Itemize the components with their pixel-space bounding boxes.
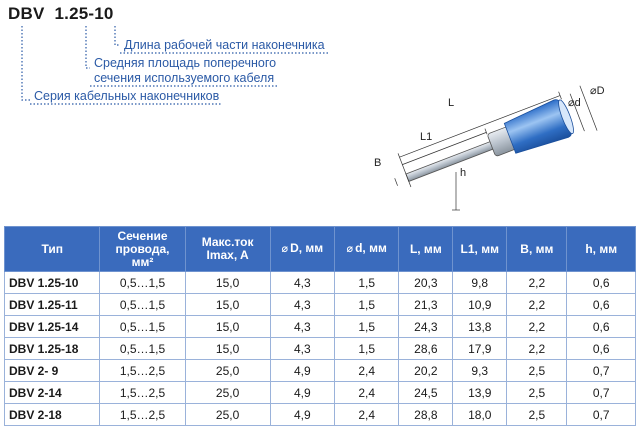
cell-section: 0,5…1,5 [100, 272, 185, 294]
diameter-icon: ⌀ [281, 243, 289, 255]
table-header-row [5, 227, 636, 272]
header-D: ⌀ D, мм [270, 227, 334, 272]
cell-d: 2,4 [335, 404, 399, 426]
table-row [5, 316, 636, 338]
cell-d: 1,5 [335, 294, 399, 316]
cell-l: 28,6 [399, 338, 453, 360]
header-section [100, 227, 185, 272]
label-D: ⌀D [590, 85, 605, 97]
header-L: L, мм [399, 227, 453, 272]
cell-b: 2,2 [507, 338, 567, 360]
header-L1: L1, мм [453, 227, 507, 272]
legend-length: Длина рабочей части наконечника [124, 38, 325, 52]
cell-section: 0,5…1,5 [100, 316, 185, 338]
cell-type: DBV 1.25-18 [5, 338, 100, 360]
cell-type: DBV 1.25-11 [5, 294, 100, 316]
cell-imax: 15,0 [185, 338, 270, 360]
cell-l: 28,8 [399, 404, 453, 426]
cell-section: 1,5…2,5 [100, 382, 185, 404]
leader-area [86, 26, 90, 68]
cell-b: 2,2 [507, 294, 567, 316]
leader-length [115, 26, 120, 45]
cell-l: 20,3 [399, 272, 453, 294]
header-B: B, мм [507, 227, 567, 272]
cell-section: 0,5…1,5 [100, 294, 185, 316]
title-series: DBV [8, 4, 45, 23]
cell-l1: 10,9 [453, 294, 507, 316]
spec-table [4, 226, 636, 426]
cell-h: 0,7 [567, 404, 636, 426]
cell-d: 4,3 [270, 272, 334, 294]
label-d: ⌀d [568, 97, 581, 109]
cell-type: DBV 2- 9 [5, 360, 100, 382]
cell-section: 1,5…2,5 [100, 404, 185, 426]
cell-b: 2,5 [507, 360, 567, 382]
spec-table-body [5, 272, 636, 426]
cell-l1: 9,8 [453, 272, 507, 294]
cell-l1: 13,9 [453, 382, 507, 404]
label-B: B [374, 157, 382, 169]
table-row [5, 272, 636, 294]
cell-imax: 15,0 [185, 272, 270, 294]
cell-imax: 15,0 [185, 316, 270, 338]
cell-d: 1,5 [335, 338, 399, 360]
legend-area-line1: Средняя площадь поперечного [94, 56, 277, 70]
header-type: Тип [5, 227, 100, 272]
cell-l: 20,2 [399, 360, 453, 382]
cell-d: 4,9 [270, 360, 334, 382]
cell-d: 2,4 [335, 382, 399, 404]
legend-area-line2: сечения используемого кабеля [94, 71, 275, 85]
header-section-l3: мм² [131, 254, 154, 269]
cell-h: 0,6 [567, 338, 636, 360]
cell-imax: 25,0 [185, 360, 270, 382]
cell-d: 4,3 [270, 316, 334, 338]
cell-section: 0,5…1,5 [100, 338, 185, 360]
dim-line-B [395, 178, 398, 185]
cell-imax: 25,0 [185, 382, 270, 404]
title-model: 1.25-10 [54, 4, 114, 23]
cell-l1: 13,8 [453, 316, 507, 338]
table-row [5, 360, 636, 382]
cell-type: DBV 1.25-10 [5, 272, 100, 294]
header-section-l2: провода, [115, 241, 170, 256]
cell-l1: 17,9 [453, 338, 507, 360]
cell-d: 4,9 [270, 404, 334, 426]
cell-h: 0,6 [567, 294, 636, 316]
cell-d: 4,9 [270, 382, 334, 404]
cell-d: 1,5 [335, 316, 399, 338]
header-imax [185, 227, 270, 272]
cell-b: 2,5 [507, 404, 567, 426]
cell-imax: 15,0 [185, 294, 270, 316]
cell-type: DBV 2-14 [5, 382, 100, 404]
table-row [5, 404, 636, 426]
cell-h: 0,7 [567, 382, 636, 404]
header-d: ⌀ d, мм [335, 227, 399, 272]
cell-b: 2,5 [507, 382, 567, 404]
legend-series: Серия кабельных наконечников [34, 89, 220, 103]
cell-type: DBV 1.25-14 [5, 316, 100, 338]
terminal-drawing-svg [360, 60, 640, 220]
cell-d: 1,5 [335, 272, 399, 294]
cell-section: 1,5…2,5 [100, 360, 185, 382]
label-h: h [460, 167, 467, 179]
leader-series [22, 26, 30, 100]
label-L: L [448, 97, 455, 109]
cell-d: 4,3 [270, 294, 334, 316]
designation-legend [0, 0, 360, 110]
cell-b: 2,2 [507, 316, 567, 338]
cell-d: 2,4 [335, 360, 399, 382]
cell-d: 4,3 [270, 338, 334, 360]
header-imax-l1: Макс.ток [201, 235, 254, 249]
cell-l: 24,3 [399, 316, 453, 338]
diameter-icon: ⌀ [346, 243, 354, 255]
cell-l1: 9,3 [453, 360, 507, 382]
terminal-drawing [360, 60, 640, 220]
table-row [5, 338, 636, 360]
cell-b: 2,2 [507, 272, 567, 294]
cell-l: 24,5 [399, 382, 453, 404]
cell-type: DBV 2-18 [5, 404, 100, 426]
header-imax-l2: Imax, A [206, 248, 249, 262]
label-L1: L1 [420, 131, 433, 143]
cell-l1: 18,0 [453, 404, 507, 426]
header-h: h, мм [567, 227, 636, 272]
header-section-l1: Сечение [117, 228, 168, 243]
cell-h: 0,6 [567, 316, 636, 338]
table-row [5, 294, 636, 316]
cell-h: 0,6 [567, 272, 636, 294]
table-row [5, 382, 636, 404]
cell-imax: 25,0 [185, 404, 270, 426]
cell-h: 0,7 [567, 360, 636, 382]
cell-l: 21,3 [399, 294, 453, 316]
